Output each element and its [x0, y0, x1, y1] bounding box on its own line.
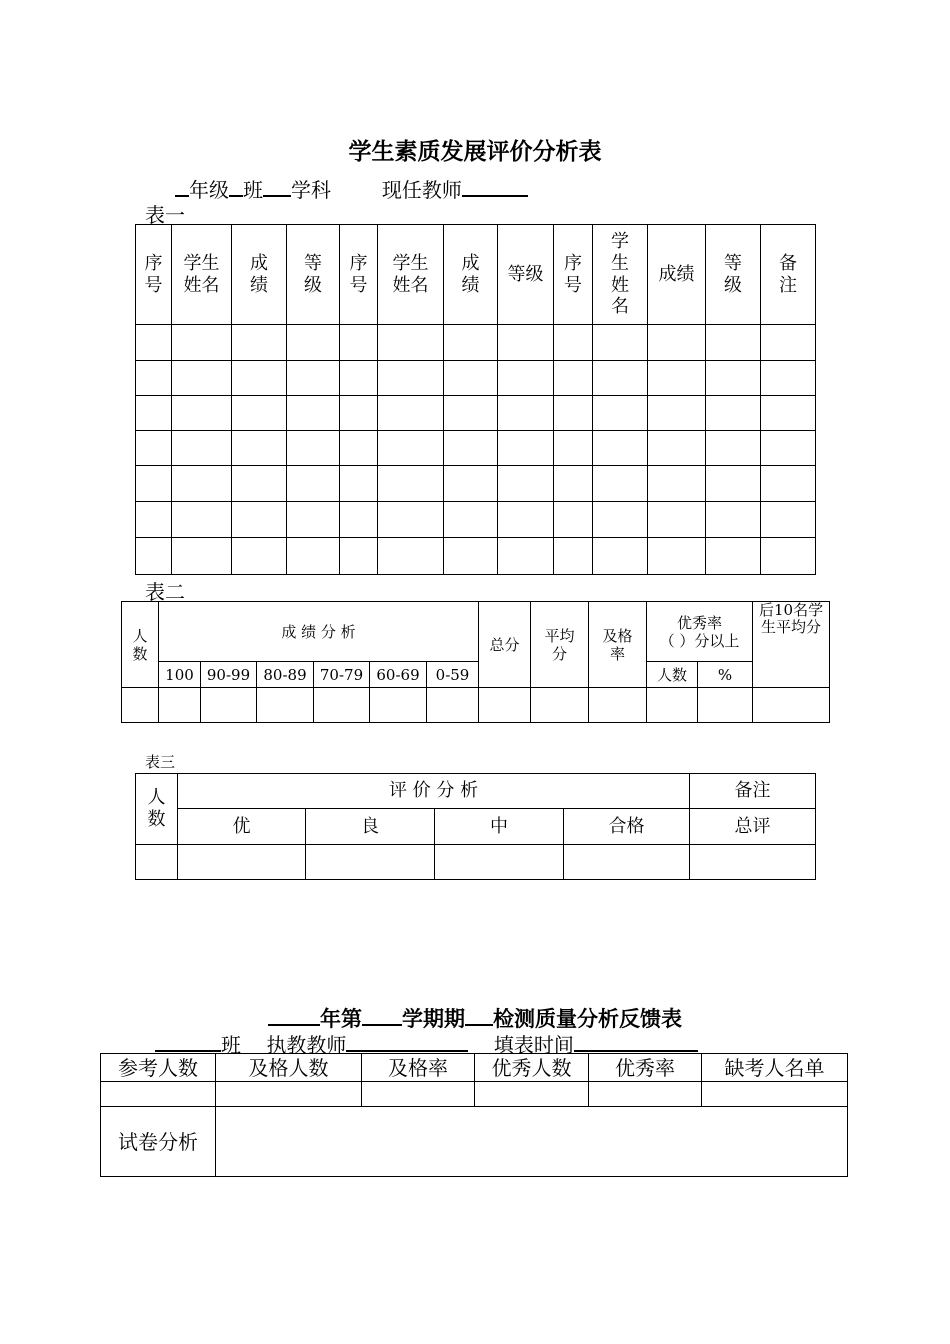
blank-cell[interactable]	[378, 466, 444, 502]
blank-cell[interactable]	[706, 325, 761, 361]
table1-label: 表一	[145, 203, 185, 227]
blank-cell[interactable]	[444, 325, 498, 361]
table1-header-row	[136, 225, 816, 325]
table-row	[101, 1082, 848, 1107]
blank-cell[interactable]	[593, 538, 648, 575]
blank-cell[interactable]	[172, 396, 232, 431]
blank-cell[interactable]	[201, 688, 257, 723]
class-blank[interactable]	[229, 175, 243, 197]
blank-cell[interactable]	[444, 466, 498, 502]
blank-cell[interactable]	[232, 538, 287, 575]
header-cell: 优秀率	[589, 1054, 702, 1082]
blank-cell[interactable]	[648, 431, 706, 466]
blank-cell[interactable]	[593, 325, 648, 361]
blank-cell[interactable]	[378, 325, 444, 361]
average-header: 平均分	[531, 602, 589, 688]
blank-cell[interactable]	[698, 688, 753, 723]
blank-cell[interactable]	[159, 688, 201, 723]
blank-cell[interactable]	[554, 431, 593, 466]
blank-cell[interactable]	[340, 466, 378, 502]
blank-cell[interactable]	[136, 502, 172, 538]
table-row	[136, 502, 816, 538]
blank-cell[interactable]	[378, 431, 444, 466]
blank-cell[interactable]	[498, 538, 554, 575]
blank-cell[interactable]	[593, 466, 648, 502]
blank-cell[interactable]	[232, 431, 287, 466]
exam-blank[interactable]	[465, 1003, 493, 1026]
blank-cell[interactable]	[498, 396, 554, 431]
grade-label: 年级	[189, 178, 229, 202]
table-row	[136, 538, 816, 575]
blank-cell[interactable]	[232, 466, 287, 502]
blank-cell[interactable]	[479, 688, 531, 723]
table-row	[136, 431, 816, 466]
blank-cell[interactable]	[648, 538, 706, 575]
table3-label: 表三	[145, 753, 176, 771]
page-title: 学生素质发展评价分析表	[348, 138, 602, 165]
class-label: 班	[243, 178, 263, 202]
blank-cell[interactable]	[593, 431, 648, 466]
blank-cell[interactable]	[122, 688, 159, 723]
teacher-blank[interactable]	[462, 175, 528, 197]
blank-cell[interactable]	[761, 361, 816, 396]
header-cell: 成绩	[444, 225, 498, 325]
blank-cell[interactable]	[232, 361, 287, 396]
date-blank[interactable]	[574, 1030, 698, 1052]
blank-cell[interactable]	[554, 502, 593, 538]
blank-cell[interactable]	[564, 845, 690, 880]
range-cell: 100	[159, 662, 201, 688]
blank-cell[interactable]	[498, 325, 554, 361]
blank-cell[interactable]	[172, 466, 232, 502]
blank-cell[interactable]	[589, 1082, 702, 1107]
blank-cell[interactable]	[531, 688, 589, 723]
blank-cell[interactable]	[761, 466, 816, 502]
feedback-info-line: 班 执教教师 填表时间	[155, 1029, 698, 1058]
blank-cell[interactable]	[498, 361, 554, 396]
table-row	[136, 396, 816, 431]
blank-cell[interactable]	[287, 466, 340, 502]
bottom10-header: 后10名学生平均分	[753, 602, 830, 688]
blank-cell[interactable]	[172, 538, 232, 575]
blank-cell[interactable]	[287, 538, 340, 575]
blank-cell[interactable]	[648, 466, 706, 502]
blank-cell[interactable]	[706, 431, 761, 466]
blank-cell[interactable]	[340, 538, 378, 575]
blank-cell[interactable]	[593, 361, 648, 396]
blank-cell[interactable]	[287, 502, 340, 538]
score-analysis-table	[121, 601, 830, 723]
blank-cell[interactable]	[378, 361, 444, 396]
header-cell: 缺考人名单	[702, 1054, 848, 1082]
blank-cell[interactable]	[761, 538, 816, 575]
excellent-rate-header: 优秀率 （ ）分以上	[647, 602, 753, 662]
grade-header: 合格	[564, 809, 690, 845]
header-cell: 及格人数	[216, 1054, 362, 1082]
percent-header: %	[698, 662, 753, 688]
blank-cell[interactable]	[370, 688, 427, 723]
evaluation-table	[135, 773, 816, 880]
blank-cell[interactable]	[706, 466, 761, 502]
blank-cell[interactable]	[340, 361, 378, 396]
header-cell: 等级	[706, 225, 761, 325]
term-blank[interactable]	[362, 1003, 402, 1026]
header-cell: 学生姓名	[593, 225, 648, 325]
blank-cell[interactable]	[340, 502, 378, 538]
blank-cell[interactable]	[554, 538, 593, 575]
header-cell: 学生姓名	[172, 225, 232, 325]
paper-analysis-area[interactable]	[216, 1107, 848, 1177]
table-row	[136, 466, 816, 502]
blank-cell[interactable]	[314, 688, 370, 723]
blank-cell[interactable]	[554, 325, 593, 361]
blank-cell[interactable]	[435, 845, 564, 880]
blank-cell[interactable]	[232, 502, 287, 538]
count-header: 人数	[647, 662, 698, 688]
blank-cell[interactable]	[287, 361, 340, 396]
people-header: 人数	[122, 602, 159, 688]
header-cell: 优秀人数	[475, 1054, 589, 1082]
range-cell: 0-59	[427, 662, 479, 688]
blank-cell[interactable]	[702, 1082, 848, 1107]
remark-header: 备注	[690, 774, 816, 809]
blank-cell[interactable]	[761, 396, 816, 431]
blank-cell[interactable]	[589, 688, 647, 723]
range-cell: 80-89	[257, 662, 314, 688]
blank-cell[interactable]	[101, 1082, 216, 1107]
blank-cell[interactable]	[136, 325, 172, 361]
blank-cell[interactable]	[172, 502, 232, 538]
blank-cell[interactable]	[648, 396, 706, 431]
blank-cell[interactable]	[648, 325, 706, 361]
blank-cell[interactable]	[444, 396, 498, 431]
blank-cell[interactable]	[257, 688, 314, 723]
range-cell: 70-79	[314, 662, 370, 688]
header-cell: 参考人数	[101, 1054, 216, 1082]
blank-cell[interactable]	[172, 325, 232, 361]
student-score-table	[135, 224, 816, 575]
header-cell: 备注	[761, 225, 816, 325]
blank-cell[interactable]	[554, 396, 593, 431]
blank-cell[interactable]	[427, 688, 479, 723]
table-row	[136, 325, 816, 361]
people-header: 人数	[136, 774, 178, 845]
blank-cell[interactable]	[761, 502, 816, 538]
blank-cell[interactable]	[287, 431, 340, 466]
blank-cell[interactable]	[136, 396, 172, 431]
year-blank[interactable]	[268, 1003, 320, 1026]
paper-analysis-label: 试卷分析	[101, 1107, 216, 1177]
grade-blank[interactable]	[175, 175, 189, 197]
evaluation-header: 评 价 分 析	[178, 774, 690, 809]
feedback-title: 年第 学期期 检测质量分析反馈表	[0, 1003, 950, 1033]
score-analysis-header: 成 绩 分 析	[159, 602, 479, 662]
grade-header: 良	[306, 809, 435, 845]
overall-header: 总评	[690, 809, 816, 845]
blank-cell[interactable]	[444, 431, 498, 466]
blank-cell[interactable]	[287, 325, 340, 361]
class-info-line	[175, 174, 528, 203]
header-cell: 学生姓名	[378, 225, 444, 325]
blank-cell[interactable]	[554, 361, 593, 396]
blank-cell[interactable]	[172, 431, 232, 466]
blank-cell[interactable]	[340, 396, 378, 431]
blank-cell[interactable]	[136, 845, 178, 880]
total-header: 总分	[479, 602, 531, 688]
blank-cell[interactable]	[136, 538, 172, 575]
header-cell: 序号	[136, 225, 172, 325]
blank-cell[interactable]	[593, 396, 648, 431]
table2-label: 表二	[145, 580, 185, 604]
blank-cell[interactable]	[378, 396, 444, 431]
blank-cell[interactable]	[498, 502, 554, 538]
blank-cell[interactable]	[232, 325, 287, 361]
grade-header: 中	[435, 809, 564, 845]
blank-cell[interactable]	[498, 431, 554, 466]
blank-cell[interactable]	[362, 1082, 475, 1107]
header-cell: 成绩	[232, 225, 287, 325]
teacher-label: 现任教师	[381, 178, 462, 202]
blank-cell[interactable]	[647, 688, 698, 723]
subject-label: 学科	[291, 178, 331, 202]
blank-cell[interactable]	[444, 502, 498, 538]
header-cell: 序号	[340, 225, 378, 325]
blank-cell[interactable]	[706, 361, 761, 396]
blank-cell[interactable]	[378, 502, 444, 538]
blank-cell[interactable]	[136, 361, 172, 396]
range-cell: 60-69	[370, 662, 427, 688]
header-cell: 等级	[287, 225, 340, 325]
blank-cell[interactable]	[216, 1082, 362, 1107]
pass-rate-header: 及格率	[589, 602, 647, 688]
blank-cell[interactable]	[444, 361, 498, 396]
blank-cell[interactable]	[178, 845, 306, 880]
table-row	[136, 845, 816, 880]
header-cell: 及格率	[362, 1054, 475, 1082]
blank-cell[interactable]	[232, 396, 287, 431]
blank-cell[interactable]	[706, 502, 761, 538]
blank-cell[interactable]	[475, 1082, 589, 1107]
blank-cell[interactable]	[340, 325, 378, 361]
blank-cell[interactable]	[378, 538, 444, 575]
range-cell: 90-99	[201, 662, 257, 688]
blank-cell[interactable]	[648, 502, 706, 538]
blank-cell[interactable]	[690, 845, 816, 880]
blank-cell[interactable]	[706, 396, 761, 431]
blank-cell[interactable]	[554, 466, 593, 502]
blank-cell[interactable]	[287, 396, 340, 431]
table-row	[136, 361, 816, 396]
blank-cell[interactable]	[753, 688, 830, 723]
blank-cell[interactable]	[761, 431, 816, 466]
blank-cell[interactable]	[136, 431, 172, 466]
subject-blank[interactable]	[263, 175, 291, 197]
feedback-table	[100, 1053, 848, 1177]
blank-cell[interactable]	[498, 466, 554, 502]
blank-cell[interactable]	[340, 431, 378, 466]
header-cell: 成绩	[648, 225, 706, 325]
header-cell: 序号	[554, 225, 593, 325]
blank-cell[interactable]	[444, 538, 498, 575]
teacher-blank[interactable]	[346, 1030, 468, 1052]
class-blank[interactable]	[155, 1030, 221, 1052]
table-row	[122, 688, 830, 723]
blank-cell[interactable]	[648, 361, 706, 396]
blank-cell[interactable]	[172, 361, 232, 396]
blank-cell[interactable]	[306, 845, 435, 880]
blank-cell[interactable]	[706, 538, 761, 575]
blank-cell[interactable]	[593, 502, 648, 538]
blank-cell[interactable]	[136, 466, 172, 502]
header-cell: 等级	[498, 225, 554, 325]
blank-cell[interactable]	[761, 325, 816, 361]
grade-header: 优	[178, 809, 306, 845]
